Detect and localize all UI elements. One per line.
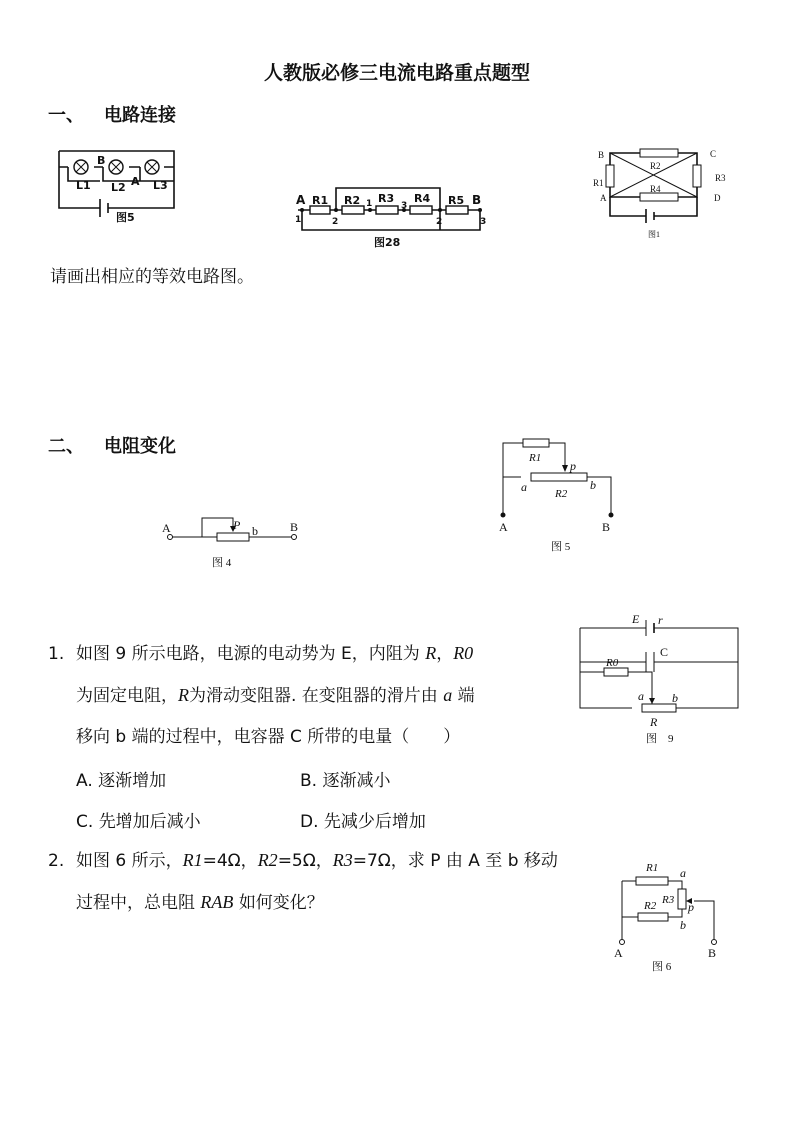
page-title: 人教版必修三电流电路重点题型 <box>263 62 530 84</box>
label-R2: R2 <box>555 488 568 500</box>
question-text: 为滑动变阻器. 在变阻器的滑片由 <box>189 686 438 706</box>
node-3: 3 <box>480 217 487 227</box>
label-D: D <box>714 193 721 203</box>
resistor-R4 <box>410 206 432 214</box>
label-L3: L3 <box>153 179 168 192</box>
figure-caption: 图 5 <box>551 541 571 553</box>
figure-4-rheostat <box>160 510 310 572</box>
option-text: 逐渐减小 <box>322 771 391 791</box>
figure-caption: 图 6 <box>652 961 672 973</box>
resistor-R1 <box>636 877 668 885</box>
label-b: b <box>672 691 678 705</box>
question-1 <box>48 633 568 758</box>
question-2 <box>48 840 608 924</box>
question-1-line-3: 移向 b 端的过程中，电容器 C 所带的电量（ ） <box>76 727 461 747</box>
label-a: a <box>680 866 686 880</box>
label-R4: R4 <box>650 184 661 194</box>
label-A: A <box>499 520 508 534</box>
label-B: B <box>602 520 611 534</box>
slider-arrow <box>649 698 655 704</box>
figure-5-lamp-circuit <box>50 145 180 225</box>
question-text: 如何变化？ <box>238 893 324 913</box>
resistor-R2 <box>342 206 364 214</box>
label-B: B <box>472 193 482 207</box>
label-C: C <box>710 149 717 159</box>
lamp-L1 <box>74 160 88 174</box>
label-p: p <box>570 459 576 473</box>
var-R2: R2 <box>257 850 278 870</box>
label-L1: L1 <box>76 179 91 192</box>
section-label: 电阻变化 <box>104 436 176 457</box>
battery-symbol <box>646 209 654 223</box>
resistor-R1 <box>310 206 330 214</box>
section-circuit-connection <box>48 101 176 127</box>
node-1: 1 <box>366 199 373 209</box>
rheostat-R3 <box>678 889 686 909</box>
label-R3: R3 <box>715 173 726 183</box>
resistor-R5 <box>446 206 468 214</box>
question-2-line-1 <box>48 840 608 882</box>
battery-symbol <box>646 620 654 636</box>
figure-caption: 图 4 <box>212 557 232 569</box>
option-C[interactable] <box>76 807 201 832</box>
label-a: a <box>521 480 527 494</box>
label-B: B <box>708 946 717 960</box>
question-1-line-2 <box>48 675 568 717</box>
label-R1: R1 <box>529 452 542 464</box>
resistor-R2 <box>638 913 668 921</box>
resistor-R4 <box>640 193 678 201</box>
option-D[interactable] <box>300 807 426 832</box>
var-a: a <box>443 685 453 705</box>
label-A: A <box>296 193 306 207</box>
question-text: =4Ω， <box>202 851 258 871</box>
label-R1: R1 <box>593 178 604 188</box>
figure-caption: 图1 <box>648 230 660 239</box>
label-A: A <box>131 175 140 188</box>
figure-9-capacitor-circuit <box>576 610 746 748</box>
node-2: 2 <box>436 217 443 227</box>
label-R2: R2 <box>644 900 657 912</box>
label-P: P <box>233 518 241 532</box>
lamp-L2 <box>109 160 123 174</box>
section-label: 电路连接 <box>104 105 176 126</box>
resistor-R2 <box>531 473 587 481</box>
var-RAB: RAB <box>200 892 234 912</box>
question-1-line-1: 1. 如图 9 所示电路，电源的电动势为 E，内阻为 R，R0 <box>48 633 568 675</box>
figure-6-rheostat-circuit <box>608 855 728 975</box>
lamp-L3 <box>145 160 159 174</box>
resistor-R3 <box>376 206 398 214</box>
label-R1: R1 <box>312 194 329 207</box>
label-a: a <box>638 689 644 703</box>
label-R5: R5 <box>448 194 465 207</box>
option-key: A. <box>76 771 93 791</box>
var-R: R <box>425 643 437 663</box>
slider-arrow <box>562 465 568 472</box>
option-A[interactable] <box>76 766 166 791</box>
option-key: D. <box>300 812 319 832</box>
option-text: 先减少后增加 <box>323 812 426 832</box>
label-L2: L2 <box>111 181 126 194</box>
question-text: =5Ω， <box>277 851 333 871</box>
label-A: A <box>614 946 623 960</box>
label-R3: R3 <box>662 894 675 906</box>
label-r: r <box>658 613 663 627</box>
var-R1: R1 <box>182 850 203 870</box>
label-E: E <box>632 612 640 626</box>
node-3: 3 <box>401 201 408 211</box>
option-key: C. <box>76 812 94 832</box>
label-b: b <box>680 918 686 932</box>
label-B: B <box>97 154 106 167</box>
label-C: C <box>660 645 669 659</box>
label-b: b <box>252 524 258 538</box>
capacitor-C <box>646 652 654 672</box>
label-R: R <box>650 715 658 729</box>
resistor-R1 <box>523 439 549 447</box>
option-key: B. <box>300 771 318 791</box>
node-2: 2 <box>332 217 339 227</box>
label-B: B <box>598 150 605 160</box>
figure-5-rheostat-circuit <box>495 435 625 555</box>
question-text: 过程中，总电阻 <box>76 893 195 913</box>
question-number: 1. <box>48 644 65 664</box>
option-text: 逐渐增加 <box>98 771 167 791</box>
battery-symbol <box>100 199 108 217</box>
resistor-R0 <box>604 668 628 676</box>
var-R3: R3 <box>332 850 353 870</box>
instruction-text: 请画出相应的等效电路图。 <box>50 267 254 287</box>
label-R4: R4 <box>414 192 431 205</box>
rheostat <box>217 533 249 541</box>
resistor-R2 <box>640 149 678 157</box>
figure-28-resistor-network <box>290 180 490 252</box>
question-text: 为固定电阻， <box>76 686 178 706</box>
section-resistance-change <box>48 432 176 458</box>
question-number: 2. <box>48 851 65 871</box>
wire <box>694 901 714 939</box>
label-A: A <box>600 193 607 203</box>
rheostat-R <box>642 704 676 712</box>
var-R0: R0 <box>453 643 474 663</box>
label-b: b <box>590 478 596 492</box>
resistor-R3 <box>693 165 701 187</box>
label-A: A <box>162 521 171 535</box>
figure-caption: 图28 <box>374 236 401 249</box>
label-p: p <box>688 900 694 914</box>
label-B: B <box>290 520 299 534</box>
question-text: =7Ω，求 P 由 A 至 b 移动 <box>352 851 558 871</box>
question-text: 端 <box>457 686 475 706</box>
option-text: 先增加后减小 <box>98 812 201 832</box>
section-number: 二、 <box>48 436 84 457</box>
section-number: 一、 <box>48 105 84 126</box>
label-R2: R2 <box>650 161 661 171</box>
figure-caption: 图5 <box>116 211 135 224</box>
label-R2: R2 <box>344 194 361 207</box>
label-R1: R1 <box>646 862 659 874</box>
option-B[interactable] <box>300 766 390 791</box>
label-R3: R3 <box>378 192 395 205</box>
question-text: 如图 9 所示电路，电源的电动势为 E，内阻为 <box>76 644 420 664</box>
resistor-R1 <box>606 165 614 187</box>
var-R: R <box>178 685 189 705</box>
node-1: 1 <box>295 215 302 225</box>
label-R0: R0 <box>606 657 619 669</box>
figure-caption: 图 9 <box>646 733 674 745</box>
question-2-line-2 <box>48 882 608 924</box>
question-text: 如图 6 所示， <box>76 851 183 871</box>
figure-1-bridge-circuit <box>592 145 732 245</box>
